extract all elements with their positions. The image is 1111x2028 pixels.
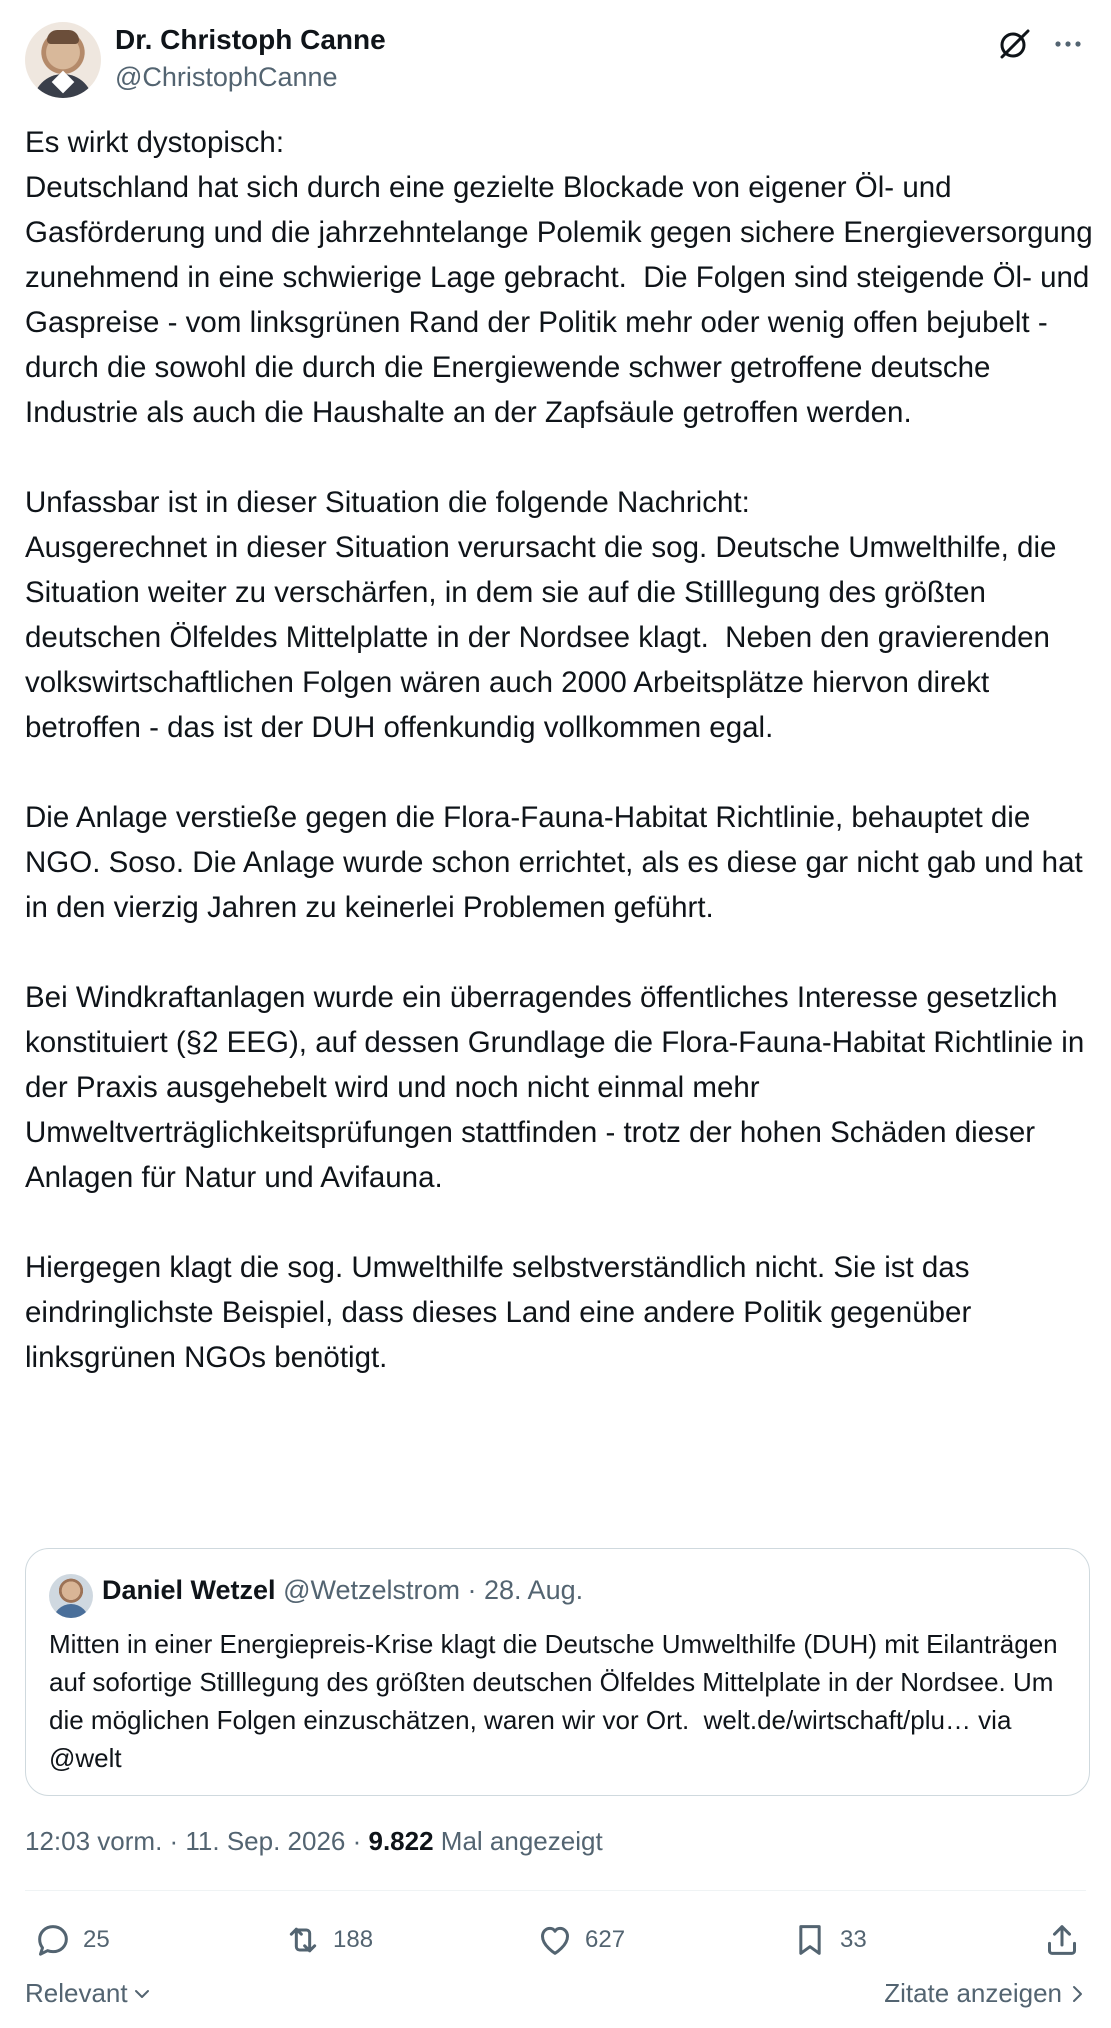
repost-button[interactable] [283,1918,373,1962]
timestamp-date[interactable]: 12:03 vorm. · 11. Sep. 2026 · [25,1826,369,1856]
quoted-tweet[interactable] [25,1548,1090,1796]
quote-text: Mitten in einer Energiepreis-Krise klagt die Deutsche Umwelthilfe (DUH) mit Eilanträgen auf sofortige Stilllegung des größten deutschen Ölfeldes Mittelplate in der Nordsee. Um die möglichen Folgen einzuschätzen, waren wir vor Ort. welt.de/wirtschaft/plu… via @welt [49,1629,1065,1773]
sort-dropdown[interactable] [25,1978,152,2009]
quote-author-meta: @Wetzelstrom · 28. Aug. [283,1575,584,1605]
author-handle[interactable]: @ChristophCanne [115,62,338,92]
tweet-header [25,22,1086,102]
bookmark-icon [790,1920,830,1960]
share-button[interactable] [1042,1918,1082,1962]
view-quotes-link[interactable] [884,1978,1086,2009]
repost-icon [283,1920,323,1960]
views-label: Mal angezeigt [433,1826,603,1856]
quote-header [102,1575,583,1606]
reply-icon [33,1920,73,1960]
grok-icon[interactable] [996,26,1032,62]
like-icon [535,1920,575,1960]
reply-count: 25 [83,1926,110,1953]
more-icon[interactable] [1050,26,1086,62]
bookmark-count: 33 [840,1926,867,1953]
bookmark-button[interactable] [790,1918,867,1962]
views-count: 9.822 [368,1826,434,1856]
like-count: 627 [585,1926,626,1953]
replies-toolbar [25,1978,1086,2018]
sort-label: Relevant [25,1978,128,2008]
like-button[interactable] [535,1918,625,1962]
author-avatar[interactable] [25,22,101,98]
quote-author-name: Daniel Wetzel [102,1575,276,1605]
reply-button[interactable] [33,1918,110,1962]
tweet-timestamp [25,1826,603,1857]
quote-author-avatar [49,1574,93,1618]
chevron-down-icon [132,1984,152,2004]
share-icon [1042,1920,1082,1960]
divider [25,1890,1086,1891]
action-bar [25,1918,1086,1968]
tweet-text: Es wirkt dystopisch: Deutschland hat sich durch eine gezielte Blockade von eigener Öl- und Gasförderung und die jahrzehntelange Polemik gegen sichere Energieversorgung zunehmend in eine schwierige Lage gebracht. Die Folgen sind steigende Öl- und Gaspreise - vom linksgrünen Rand der Politik mehr oder wenig offen bejubelt - durch die sowohl die durch die Energiewende schwer getroffene deutsche Industrie als auch die Haushalte an der Zapfsäule getroffen werden. Unfassbar ist in dieser Situation die folgende Nachricht: Ausgerechnet in dieser Situation verursacht die sog. Deutsche Umwelthilfe, die Situation weiter zu verschärfen, in dem sie auf die Stilllegung des größten deutschen Ölfeldes Mittelplatte in der Nordsee klagt. Neben den gravierenden volkswirtschaftlichen Folgen wären auch 2000 Arbeitsplätze hiervon direkt betroffen - das ist der DUH offenkundig vollkommen egal. Die Anlage verstieße gegen die Flora-Fauna-Habitat Richtlinie, behauptet die NGO. Soso. Die Anlage wurde schon errichtet, als es diese gar nicht gab und hat in den vierzig Jahren zu keinerlei Problemen geführt. Bei Windkraftanlagen wurde ein überragendes öffentliches Interesse gesetzlich konstituiert (§2 EEG), auf dessen Grundlage die Flora-Fauna-Habitat Richtlinie in der Praxis ausgehebelt wird und noch nicht einmal mehr Umweltverträglichkeitsprüfungen stattfinden - trotz der hohen Schäden dieser Anlagen für Natur und Avifauna. Hiergegen klagt die sog. Umwelthilfe selbstverständlich nicht. Sie ist das eindringlichste Beispiel, dass dieses Land eine andere Politik gegenüber linksgrünen NGOs benötigt. [25,126,1093,1374]
chevron-right-icon [1068,1983,1086,2005]
author-name[interactable]: Dr. Christoph Canne [115,24,386,55]
view-quotes-label: Zitate anzeigen [884,1978,1062,2008]
repost-count: 188 [333,1926,374,1953]
